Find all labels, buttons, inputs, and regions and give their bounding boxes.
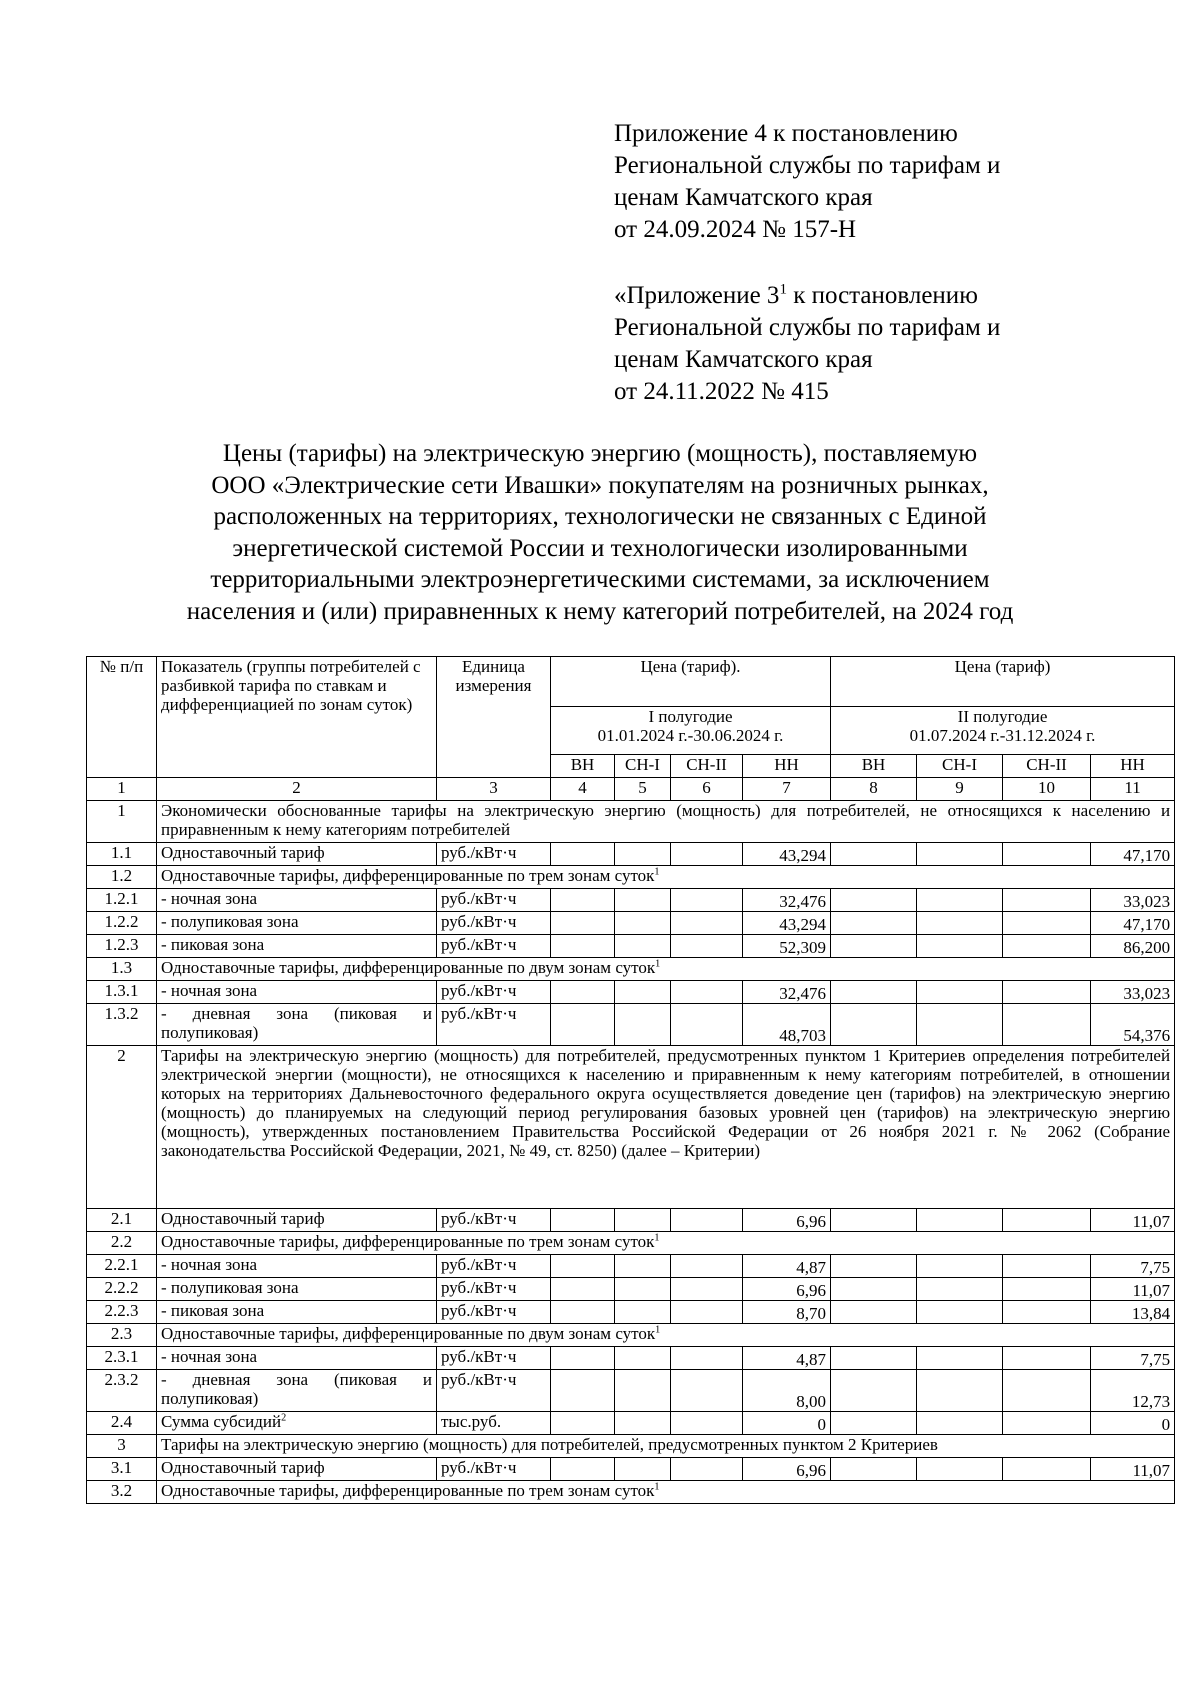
row-num: 3 xyxy=(87,1435,157,1458)
value-h1-nn: 52,309 xyxy=(743,935,831,958)
value-h2-nn: 13,84 xyxy=(1091,1301,1175,1324)
row-num: 1.3 xyxy=(87,958,157,981)
value-h2-nn: 54,376 xyxy=(1091,1004,1175,1046)
row-num: 1 xyxy=(87,801,157,843)
row-num: 1.3.2 xyxy=(87,1004,157,1046)
section-row xyxy=(87,1046,1175,1209)
row-unit: руб./кВт·ч xyxy=(437,1255,551,1278)
row-label: - пиковая зона xyxy=(157,1301,437,1324)
prev-appendix-header xyxy=(614,280,1174,408)
col-number: 6 xyxy=(671,778,743,801)
row-unit: руб./кВт·ч xyxy=(437,1347,551,1370)
col-number: 5 xyxy=(615,778,671,801)
col-number: 1 xyxy=(87,778,157,801)
value-h1-nn: 6,96 xyxy=(743,1278,831,1301)
level-cell: ВН xyxy=(831,755,917,778)
row-num: 2 xyxy=(87,1046,157,1209)
row-num: 1.2.3 xyxy=(87,935,157,958)
prev-appendix-line: ценам Камчатского края xyxy=(614,346,873,373)
row-label: Одноставочный тариф xyxy=(157,1209,437,1232)
subsection-text: Одноставочные тарифы, дифференцированные по трем зонам суток$^1$ xyxy=(157,1232,1175,1255)
title-line: территориальными электроэнергетическими системами, за исключением xyxy=(210,566,990,593)
row-unit: руб./кВт·ч xyxy=(437,1278,551,1301)
title-line: Цены (тарифы) на электрическую энергию (мощность), поставляемую xyxy=(222,440,978,467)
row-num: 1.2 xyxy=(87,866,157,889)
appendix-header xyxy=(614,118,1174,246)
footnote-mark: 1 xyxy=(655,958,661,970)
row-label: Одноставочный тариф xyxy=(157,1458,437,1481)
level-cell: НН xyxy=(743,755,831,778)
footnote-mark: 2 xyxy=(281,1412,287,1424)
row-label: Сумма субсидий$^2$ xyxy=(157,1412,437,1435)
subsection-text: Одноставочные тарифы, дифференцированные по двум зонам суток$^1$ xyxy=(157,958,1175,981)
row-num: 2.1 xyxy=(87,1209,157,1232)
header-row xyxy=(87,657,1175,707)
value-h1-nn: 32,476 xyxy=(743,889,831,912)
table-row xyxy=(87,1347,1175,1370)
row-label: - пиковая зона xyxy=(157,935,437,958)
table-row xyxy=(87,1370,1175,1412)
value-h1-nn: 6,96 xyxy=(743,1458,831,1481)
table-row xyxy=(87,1458,1175,1481)
value-h1-nn: 8,70 xyxy=(743,1301,831,1324)
section-row xyxy=(87,801,1175,843)
col-number: 10 xyxy=(1003,778,1091,801)
row-unit: руб./кВт·ч xyxy=(437,1301,551,1324)
row-num: 1.2.1 xyxy=(87,889,157,912)
level-cell: НН xyxy=(1091,755,1175,778)
table-row xyxy=(87,981,1175,1004)
row-num: 2.3 xyxy=(87,1324,157,1347)
row-unit: руб./кВт·ч xyxy=(437,935,551,958)
value-h2-nn: 0 xyxy=(1091,1412,1175,1435)
footnote-mark: 1 xyxy=(655,1324,661,1336)
header-indicator: Показатель (группы потребителей с разбивкой тарифа по ставкам и дифференциацией по зонам суток) xyxy=(157,657,437,778)
value-h2-nn: 7,75 xyxy=(1091,1255,1175,1278)
row-num: 2.2 xyxy=(87,1232,157,1255)
row-num: 1.3.1 xyxy=(87,981,157,1004)
prev-appendix-line: Региональной службы по тарифам и xyxy=(614,314,1001,341)
row-unit: руб./кВт·ч xyxy=(437,981,551,1004)
col-number: 11 xyxy=(1091,778,1175,801)
header-num: № п/п xyxy=(87,657,157,778)
level-cell: СН-II xyxy=(1003,755,1091,778)
row-num: 3.1 xyxy=(87,1458,157,1481)
row-label: - ночная зона xyxy=(157,1255,437,1278)
row-label: - ночная зона xyxy=(157,981,437,1004)
value-h1-nn: 4,87 xyxy=(743,1255,831,1278)
level-cell: ВН xyxy=(551,755,615,778)
value-h1-nn: 48,703 xyxy=(743,1004,831,1046)
appendix-line: от 24.09.2024 № 157-Н xyxy=(614,216,857,243)
appendix-line: Региональной службы по тарифам и xyxy=(614,152,1001,179)
section-text: Экономически обоснованные тарифы на электрическую энергию (мощность) для потребителей, не относящихся к населению и приравненным к нему категориям потребителей xyxy=(157,801,1175,843)
value-h1-nn: 32,476 xyxy=(743,981,831,1004)
value-h2-nn: 11,07 xyxy=(1091,1278,1175,1301)
subsection-row xyxy=(87,958,1175,981)
table-row xyxy=(87,1255,1175,1278)
document-title xyxy=(60,438,1140,627)
row-unit: руб./кВт·ч xyxy=(437,889,551,912)
level-cell: СН-I xyxy=(615,755,671,778)
row-num: 2.3.2 xyxy=(87,1370,157,1412)
row-label: Одноставочный тариф xyxy=(157,843,437,866)
prev-appendix-line: от 24.11.2022 № 415 xyxy=(614,378,829,405)
title-line: расположенных на территориях, технологически не связанных с Единой xyxy=(213,503,987,530)
value-h1-nn: 8,00 xyxy=(743,1370,831,1412)
header-price-h2: Цена (тариф) xyxy=(831,657,1175,707)
value-h2-nn: 86,200 xyxy=(1091,935,1175,958)
header-half1: I полугодие 01.01.2024 г.-30.06.2024 г. xyxy=(551,707,831,755)
title-line: населения и (или) приравненных к нему категорий потребителей, на 2024 год xyxy=(186,597,1014,625)
row-label: - полупиковая зона xyxy=(157,1278,437,1301)
row-unit: руб./кВт·ч xyxy=(437,1458,551,1481)
row-label: - дневная зона (пиковая и полупиковая) xyxy=(157,1370,437,1412)
subsection-row xyxy=(87,1324,1175,1347)
footnote-mark: 1 xyxy=(654,1481,660,1493)
column-numbers-row xyxy=(87,778,1175,801)
col-number: 8 xyxy=(831,778,917,801)
row-label: - ночная зона xyxy=(157,1347,437,1370)
subsection-row xyxy=(87,1481,1175,1504)
row-unit: руб./кВт·ч xyxy=(437,912,551,935)
col-number: 3 xyxy=(437,778,551,801)
level-cell: СН-I xyxy=(917,755,1003,778)
col-number: 9 xyxy=(917,778,1003,801)
title-line: ООО «Электрические сети Ивашки» покупателям на розничных рынках, xyxy=(211,471,989,499)
value-h2-nn: 7,75 xyxy=(1091,1347,1175,1370)
header-price-h1: Цена (тариф). xyxy=(551,657,831,707)
value-h1-nn: 43,294 xyxy=(743,912,831,935)
row-num: 2.2.3 xyxy=(87,1301,157,1324)
value-h1-nn: 4,87 xyxy=(743,1347,831,1370)
prev-appendix-line: «Приложение $3^1$ к постановлению xyxy=(614,281,978,309)
row-num: 2.3.1 xyxy=(87,1347,157,1370)
row-num: 1.2.2 xyxy=(87,912,157,935)
header-half2: II полугодие 01.07.2024 г.-31.12.2024 г. xyxy=(831,707,1175,755)
tariffs-table xyxy=(86,656,1175,1504)
col-number: 7 xyxy=(743,778,831,801)
section-row xyxy=(87,1435,1175,1458)
value-h1-nn: 0 xyxy=(743,1412,831,1435)
row-label: - ночная зона xyxy=(157,889,437,912)
row-num: 2.2.2 xyxy=(87,1278,157,1301)
subsection-text: Одноставочные тарифы, дифференцированные по двум зонам суток$^1$ xyxy=(157,1324,1175,1347)
value-h2-nn: 11,07 xyxy=(1091,1458,1175,1481)
row-num: 1.1 xyxy=(87,843,157,866)
table-row xyxy=(87,935,1175,958)
section-text: Тарифы на электрическую энергию (мощность) для потребителей, предусмотренных пунктом 2 Критериев xyxy=(157,1435,1175,1458)
value-h2-nn: 47,170 xyxy=(1091,912,1175,935)
value-h2-nn: 12,73 xyxy=(1091,1370,1175,1412)
table-row xyxy=(87,1278,1175,1301)
row-unit: руб./кВт·ч xyxy=(437,1004,551,1046)
table-row xyxy=(87,1412,1175,1435)
row-unit: руб./кВт·ч xyxy=(437,1370,551,1412)
title-line: энергетической системой России и технологически изолированными xyxy=(232,534,968,562)
subsection-text: Одноставочные тарифы, дифференцированные по трем зонам суток$^1$ xyxy=(157,1481,1175,1504)
appendix-line: ценам Камчатского края xyxy=(614,184,873,211)
row-label: - дневная зона (пиковая и полупиковая) xyxy=(157,1004,437,1046)
footnote-mark: 1 xyxy=(779,281,787,298)
row-unit: руб./кВт·ч xyxy=(437,843,551,866)
value-h2-nn: 33,023 xyxy=(1091,889,1175,912)
section-text: Тарифы на электрическую энергию (мощность) для потребителей, предусмотренных пунктом 1 Критериев определения потребителей электрической энергии (мощности), не относящихся к населению и приравненным к нему категориям потребителей, в отношении которых на территориях Дальневосточного федерального округа осуществляется доведение цен (тарифов) на электрическую энергию (мощность) до планируемых на следующий период регулирования базовых уровней цен (тарифов) на электрическую энергию (мощность), утвержденных постановлением Правительства Российской Федерации от 26 ноября 2021 г. № 2062 (Собрание законодательства Российской Федерации, 2021, № 49, ст. 8250) (далее – Критерии) xyxy=(157,1046,1175,1209)
appendix-line: Приложение 4 к постановлению xyxy=(614,120,958,147)
table-row xyxy=(87,889,1175,912)
row-unit: тыс.руб. xyxy=(437,1412,551,1435)
table-row xyxy=(87,1004,1175,1046)
row-num: 2.2.1 xyxy=(87,1255,157,1278)
subsection-text: Одноставочные тарифы, дифференцированные по трем зонам суток$^1$ xyxy=(157,866,1175,889)
row-num: 2.4 xyxy=(87,1412,157,1435)
footnote-mark: 1 xyxy=(654,866,660,878)
header-unit: Единица измерения xyxy=(437,657,551,778)
row-unit: руб./кВт·ч xyxy=(437,1209,551,1232)
value-h1-nn: 6,96 xyxy=(743,1209,831,1232)
row-num: 3.2 xyxy=(87,1481,157,1504)
value-h2-nn: 47,170 xyxy=(1091,843,1175,866)
level-cell: СН-II xyxy=(671,755,743,778)
value-h1-nn: 43,294 xyxy=(743,843,831,866)
value-h2-nn: 33,023 xyxy=(1091,981,1175,1004)
value-h2-nn: 11,07 xyxy=(1091,1209,1175,1232)
col-number: 2 xyxy=(157,778,437,801)
footnote-mark: 1 xyxy=(654,1232,660,1244)
subsection-row xyxy=(87,866,1175,889)
row-label: - полупиковая зона xyxy=(157,912,437,935)
table-row xyxy=(87,1301,1175,1324)
col-number: 4 xyxy=(551,778,615,801)
subsection-row xyxy=(87,1232,1175,1255)
table-row xyxy=(87,912,1175,935)
table-row xyxy=(87,1209,1175,1232)
table-row xyxy=(87,843,1175,866)
